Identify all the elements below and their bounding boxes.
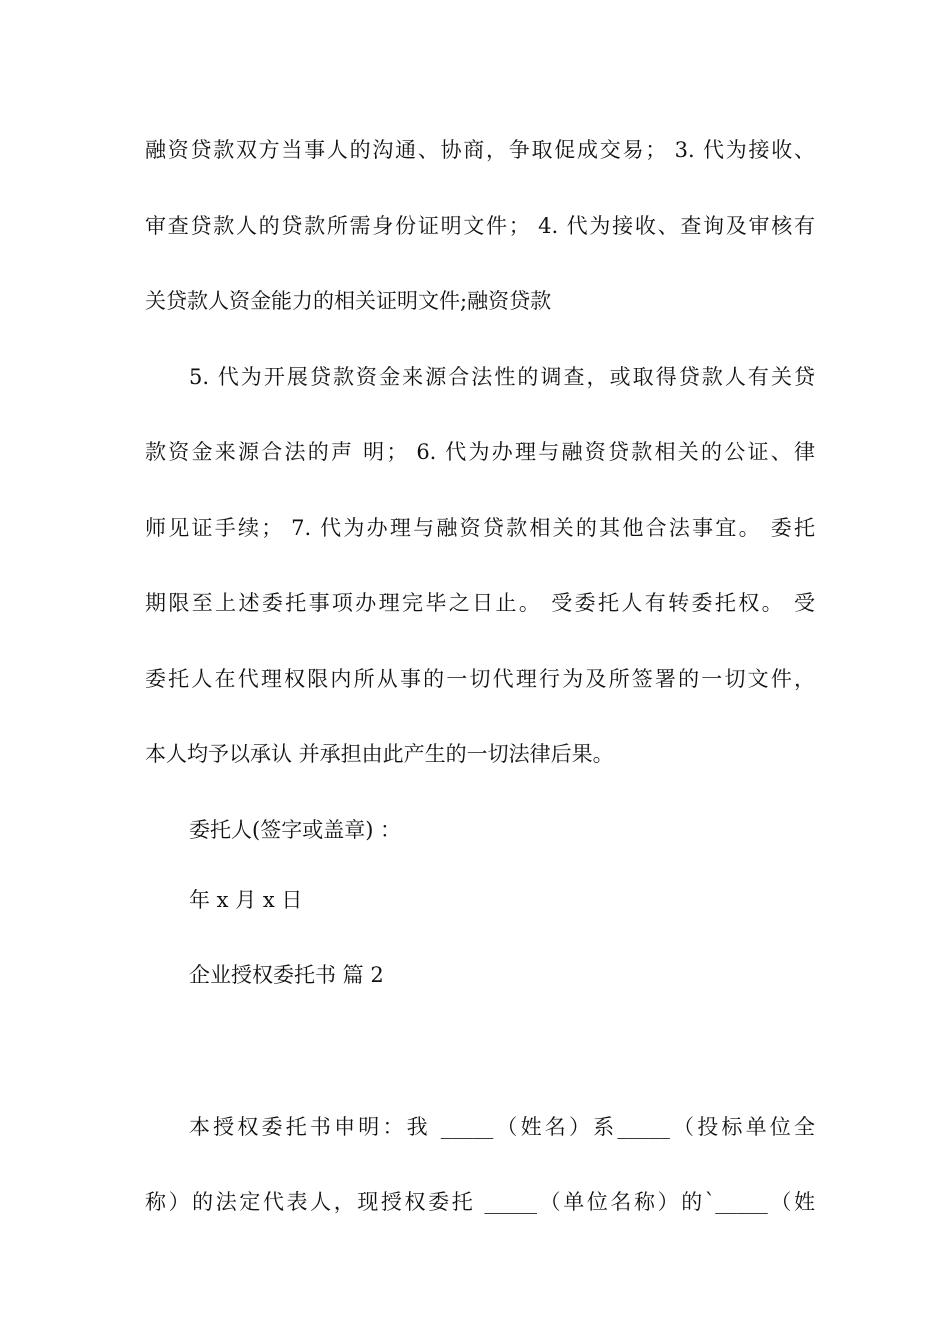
paragraph-line: 期限至上述委托事项办理完毕之日止。 受委托人有转委托权。 受 bbox=[145, 591, 815, 615]
paragraph-line: 5. 代为开展贷款资金来源合法性的调查，或取得贷款人有关贷 bbox=[189, 365, 815, 389]
section-heading: 企业授权委托书 篇 2 bbox=[189, 963, 384, 987]
paragraph-line: 款资金来源合法的声 明； 6. 代为办理与融资贷款相关的公证、律 bbox=[145, 440, 815, 464]
paragraph-line: 本授权委托书申明：我 _____（姓名）系_____（投标单位全 bbox=[189, 1115, 815, 1139]
paragraph-line: 委托人在代理权限内所从事的一切代理行为及所签署的一切文件， bbox=[145, 667, 815, 691]
paragraph-line: 称）的法定代表人，现授权委托 _____（单位名称）的`_____（姓 bbox=[145, 1190, 815, 1214]
paragraph-line: 关贷款人资金能力的相关证明文件;融资贷款 bbox=[145, 289, 552, 313]
paragraph-line: 融资贷款双方当事人的沟通、协商，争取促成交易； 3. 代为接收、 bbox=[145, 138, 815, 162]
date-line: 年 x 月 x 日 bbox=[189, 888, 303, 912]
paragraph-line: 本人均予以承认 并承担由此产生的一切法律后果。 bbox=[145, 742, 614, 766]
paragraph-line: 审查贷款人的贷款所需身份证明文件； 4. 代为接收、查询及审核有 bbox=[145, 214, 815, 238]
signature-line: 委托人(签字或盖章) ： bbox=[189, 818, 402, 842]
paragraph-line: 师见证手续； 7. 代为办理与融资贷款相关的其他合法事宜。 委托 bbox=[145, 516, 815, 540]
